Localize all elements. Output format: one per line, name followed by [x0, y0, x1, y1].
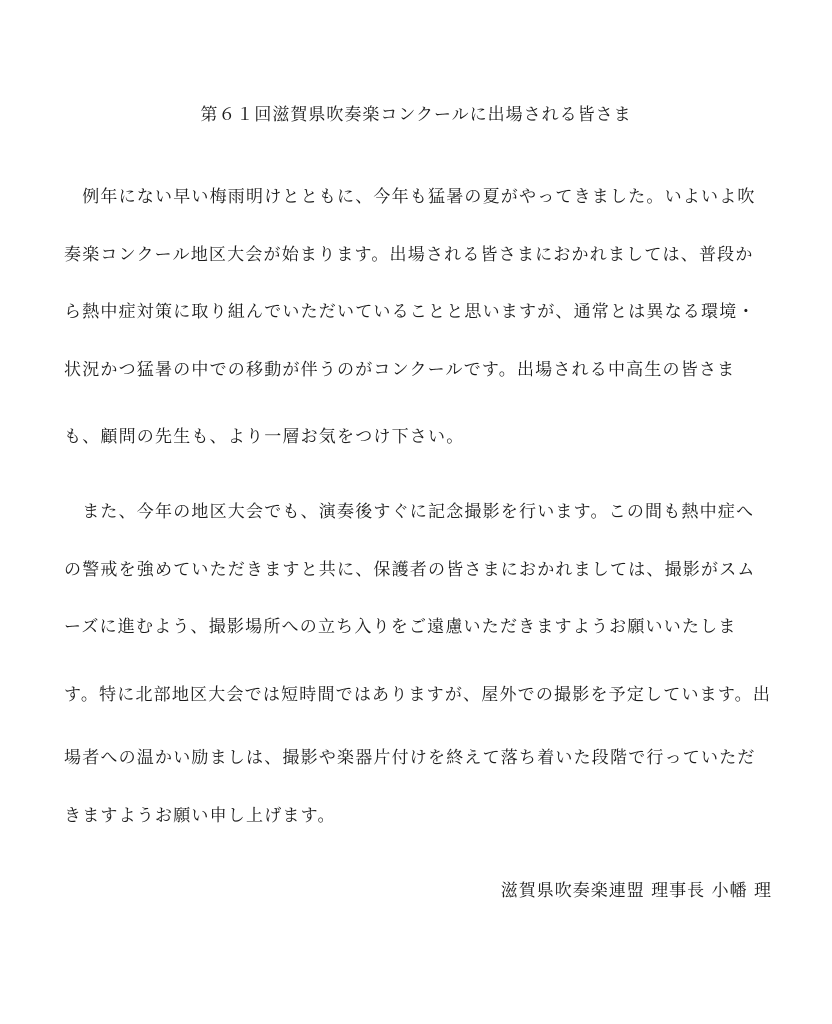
- paragraph-line: す。特に北部地区大会では短時間ではありますが、屋外での撮影を予定しています。出: [64, 685, 772, 705]
- paragraph-line: 例年にない早い梅雨明けとともに、今年も猛暑の夏がやってきました。いよいよ吹: [64, 187, 756, 207]
- paragraph-line: の警戒を強めていただきますと共に、保護者の皆さまにおかれましては、撮影がスム: [64, 560, 756, 580]
- paragraph-line: 場者への温かい励ましは、撮影や楽器片付けを終えて落ち着いた段階で行っていただ: [64, 748, 756, 768]
- paragraph-line: 状況かつ猛暑の中での移動が伴うのがコンクールです。出場される中高生の皆さま: [64, 360, 736, 380]
- paragraph-line: 奏楽コンクール地区大会が始まります。出場される皆さまにおかれましては、普段か: [64, 245, 754, 265]
- signature: 滋賀県吹奏楽連盟 理事長 小幡 理: [500, 881, 772, 901]
- paragraph-line: また、今年の地区大会でも、演奏後すぐに記念撮影を行います。この間も熱中症へ: [64, 502, 755, 522]
- paragraph-line: ら熱中症対策に取り組んでいただいていることと思いますが、通常とは異なる環境・: [64, 302, 756, 322]
- document-title: 第６１回滋賀県吹奏楽コンクールに出場される皆さま: [200, 105, 632, 125]
- paragraph-line: ーズに進むよう、撮影場所への立ち入りをご遠慮いただきますようお願いいたしま: [64, 617, 737, 637]
- paragraph-line: きますようお願い申し上げます。: [64, 806, 336, 826]
- paragraph-line: も、顧問の先生も、より一層お気をつけ下さい。: [64, 427, 465, 447]
